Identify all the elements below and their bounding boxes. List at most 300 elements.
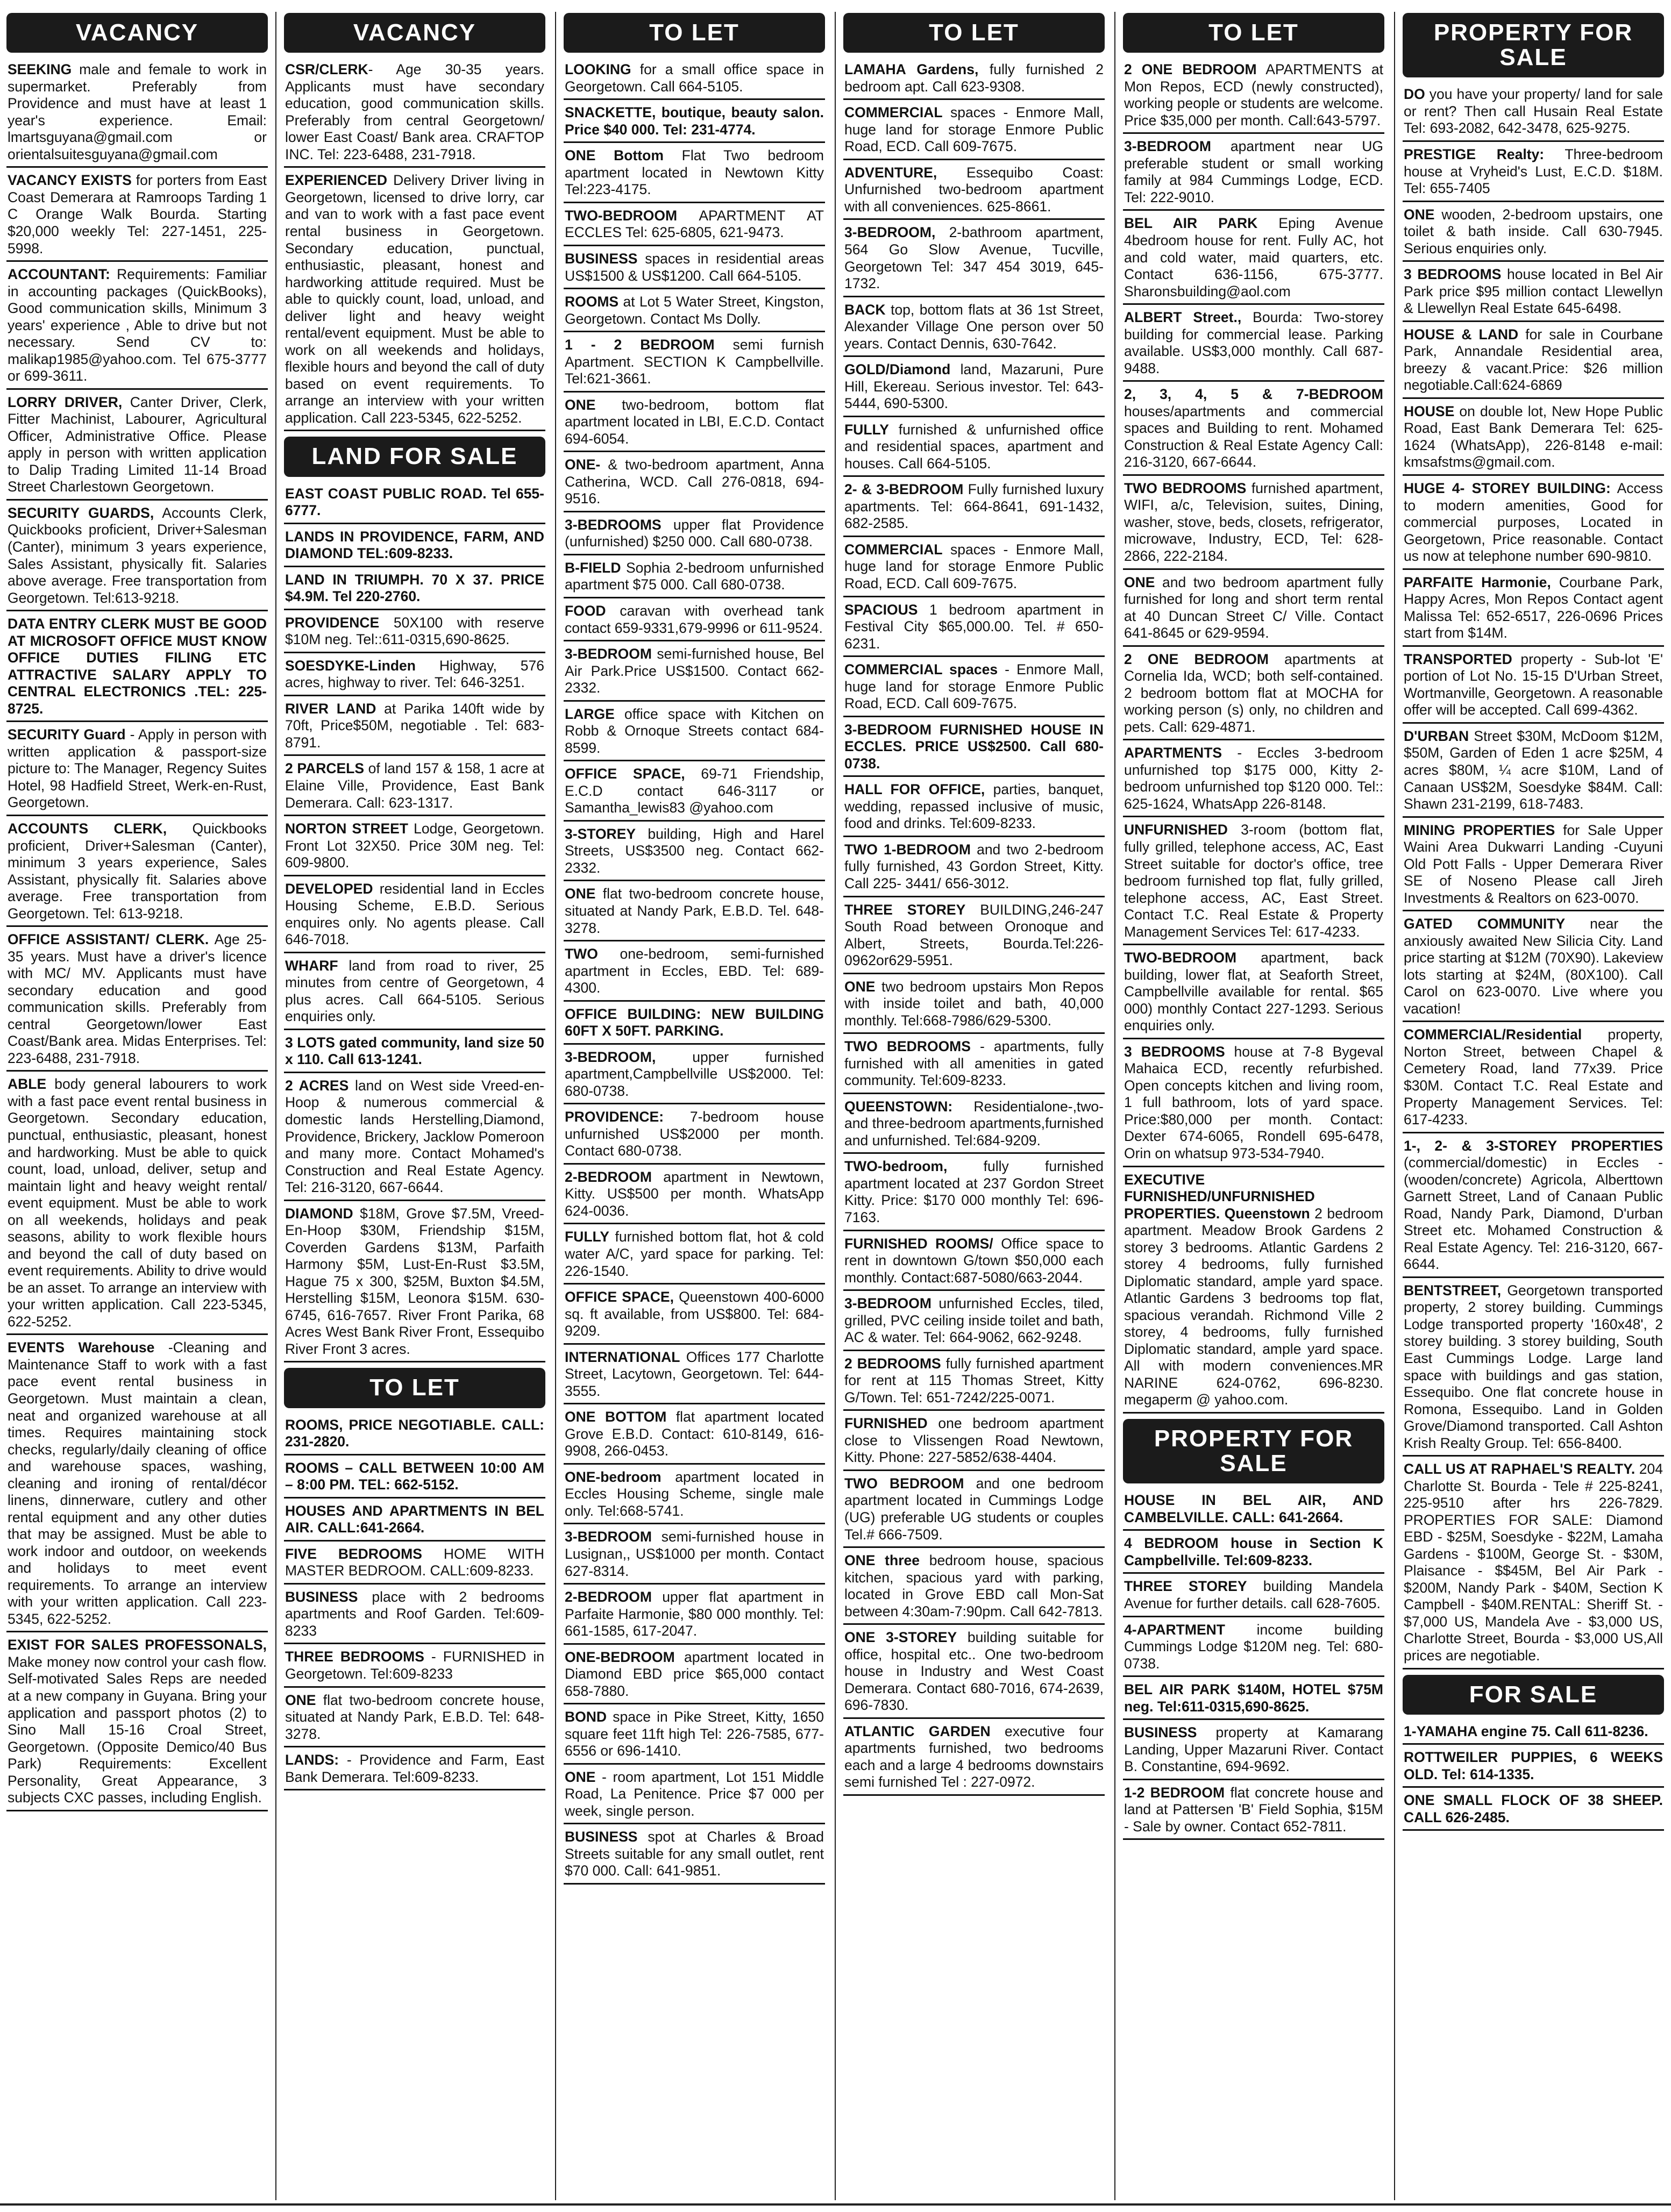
ad-text: of land 157 & 158, 1 acre at Elaine Ville, Providence, East Bank Demerara. Call: 623-1317. bbox=[285, 760, 544, 811]
ad-keyword: BOND bbox=[565, 1709, 607, 1725]
classified-ad bbox=[1123, 1679, 1384, 1720]
classified-ad bbox=[1403, 726, 1664, 818]
ad-keyword: 2, 3, 4, 5 & 7-BEDROOM bbox=[1124, 386, 1383, 403]
ad-keyword: ONE SMALL FLOCK OF 38 SHEEP. CALL 626-2485. bbox=[1404, 1792, 1663, 1825]
ad-text: parties, banquet, wedding, repassed inclusive of music, food and drinks. Tel:609-8233. bbox=[844, 781, 1104, 832]
ad-text: apartment near UG preferable student or small working family at 984 Cummings Lodge, ECD. Tel: 222-9010. bbox=[1124, 138, 1383, 205]
ad-keyword: FULLY bbox=[844, 421, 889, 438]
classified-ad bbox=[284, 1032, 545, 1073]
ad-keyword: COMMERCIAL spaces bbox=[844, 661, 998, 678]
ad-keyword: 3-BEDROOM FURNISHED HOUSE IN ECCLES. PRICE US$2500. Call 680-0738. bbox=[844, 721, 1104, 772]
ad-keyword: 3 LOTS gated community, land size 50 x 110. Call 613-1241. bbox=[285, 1034, 544, 1068]
ad-keyword: SEEKING bbox=[8, 61, 72, 78]
ad-text: 204 Charlotte St. Bourda - Tele # 225-8241, 225-9510 after hrs 226-7829. PROPERTIES FOR SALE: Diamond EBD - $25M, Soesdyke - $22M, Lamaha Gardens - $100M, George St. - $30M, Plaisance - $$45M, Bel Air Park - $200M, Nandy Park - $40M, Section K Campbell - $40M.RENTAL: Sheriff St. - $7,000 US, Mandela Ave - $3,000 US, Charlotte Street, Bourda - $3,000 US,All prices are negotiable. bbox=[1404, 1461, 1663, 1664]
ad-keyword: BEL AIR PARK bbox=[1124, 215, 1258, 232]
ad-text: house located in Bel Air Park price $95 million contact Llewellyn & Llewellyn Real Estate 645-6498. bbox=[1404, 266, 1663, 317]
ad-keyword: SOESDYKE-Linden bbox=[285, 657, 416, 674]
ad-keyword: PROVIDENCE: bbox=[565, 1109, 664, 1125]
column-divider bbox=[275, 12, 276, 2200]
section-header: PROPERTY FOR SALE bbox=[1403, 13, 1664, 77]
classified-ad bbox=[564, 601, 825, 641]
ad-text: Make money now control your cash flow. Self-motivated Sales Reps are needed at a new company in Guyana. Bring your application and passport photos (2) to Sino Mall 15-16 Croal Street, Georgetown. (Opposite Demico/40 Bus Park) Requirements: Excellent Personality, Great Appearance, 3 subjects CXC passes, including English. bbox=[8, 1653, 267, 1806]
classified-ad bbox=[284, 955, 545, 1030]
classified-ad bbox=[6, 613, 268, 722]
ad-text: income building Cummings Lodge $120M neg. Tel: 680-0738. bbox=[1124, 1621, 1383, 1672]
classified-ad bbox=[1403, 478, 1664, 570]
classified-ad bbox=[1123, 1490, 1384, 1531]
ad-keyword: TWO-BEDROOM bbox=[565, 207, 678, 224]
classified-ad bbox=[1403, 649, 1664, 724]
ad-keyword: ONE bbox=[844, 978, 876, 995]
ad-keyword: ALBERT Street., bbox=[1124, 309, 1242, 326]
classified-ad bbox=[1403, 324, 1664, 399]
ad-keyword: 4-APARTMENT bbox=[1124, 1621, 1225, 1638]
ad-keyword: ONE 3-STOREY bbox=[844, 1629, 957, 1646]
classified-ad bbox=[6, 1074, 268, 1335]
ad-text: Highway, 576 acres, highway to river. Tel: 646-3251. bbox=[285, 657, 544, 691]
classified-ad bbox=[6, 929, 268, 1072]
section-header: TO LET bbox=[1123, 13, 1384, 53]
ad-text: upper furnished apartment,Campbellville US$2000. Tel: 680-0738. bbox=[565, 1048, 824, 1099]
ad-text: 7-bedroom house unfurnished US$2000 per month. Contact 680-0738. bbox=[565, 1109, 824, 1159]
classified-ad bbox=[564, 1526, 825, 1585]
classified-ad bbox=[843, 839, 1105, 897]
ad-text: APARTMENTS at Mon Repos, ECD (newly constructed), working people or students are welcome. Price $35,000 per month. Call:643-5797. bbox=[1124, 61, 1383, 129]
ad-text: property at Kamarang Landing, Upper Mazaruni River. Contact B. Constantine, 694-9692. bbox=[1124, 1724, 1383, 1775]
ad-keyword: LANDS IN PROVIDENCE, FARM, AND DIAMOND TEL:609-8233. bbox=[285, 528, 544, 562]
ad-keyword: 2-BEDROOM bbox=[565, 1168, 652, 1185]
ad-keyword: ONE bbox=[285, 1692, 316, 1708]
classified-ad bbox=[843, 1096, 1105, 1154]
ad-keyword: ONE bbox=[565, 396, 596, 413]
ad-text: Requirements: Familiar in accounting packages (QuickBooks), Good communication skills, Minimum 3 years' experience , Able to drive but not necessary. Send CV to: malikap1985@yahoo.com. Tel 675-3777 or 699-3611. bbox=[8, 266, 267, 384]
ad-text: two-bedroom, bottom flat apartment located in LBI, E.C.D. Contact 694-6054. bbox=[565, 396, 824, 447]
classified-ad bbox=[564, 291, 825, 332]
classified-ad bbox=[284, 526, 545, 567]
ad-text: semi furnish Apartment. SECTION K Campbellville. Tel:621-3661. bbox=[565, 337, 824, 387]
ad-text: fully furnished apartment located at 237 Gordon Street Kitty. Price: $170 000 monthly Tel: 696-7163. bbox=[844, 1158, 1104, 1225]
ad-keyword: OFFICE ASSISTANT/ CLERK. bbox=[8, 931, 209, 948]
ad-keyword: DIAMOND bbox=[285, 1205, 353, 1222]
ad-keyword: 2 ACRES bbox=[285, 1077, 349, 1094]
classified-ad bbox=[284, 1458, 545, 1499]
ad-keyword: GOLD/Diamond bbox=[844, 361, 951, 378]
ad-text: 1 bedroom apartment in Festival City $65,000.00. Tel. # 650-6231. bbox=[844, 601, 1104, 652]
classified-ad bbox=[6, 1635, 268, 1811]
ad-keyword: HUGE 4- STOREY BUILDING: bbox=[1404, 480, 1611, 496]
ad-keyword: D'URBAN bbox=[1404, 727, 1469, 744]
classified-ad bbox=[1403, 820, 1664, 912]
ad-text: furnished & unfurnished office and residential spaces, apartment and houses. Call 664-5105. bbox=[844, 421, 1104, 472]
ad-keyword: 1-, 2- & 3-STOREY PROPERTIES bbox=[1404, 1137, 1663, 1154]
classified-ad bbox=[6, 503, 268, 611]
classified-ad bbox=[564, 1287, 825, 1345]
classified-ad bbox=[564, 1647, 825, 1705]
classified-ad bbox=[1403, 1136, 1664, 1278]
ad-keyword: ROOMS bbox=[565, 294, 619, 310]
ad-text: near the anxiously awaited New Silicia City. Land price starting at $12M (70X90). Lakeview lots starting at $24M, (80X100). Call Carol on 623-0070. Live where you vacation! bbox=[1404, 916, 1663, 1017]
ad-text: unfurnished Eccles, tiled, grilled, PVC ceiling inside toilet and bath, AC & water. Tel: 664-9062, 662-9248. bbox=[844, 1295, 1104, 1346]
classified-ad bbox=[1123, 1533, 1384, 1574]
ad-text: property - Sub-lot 'E' portion of Lot No. 15-15 D'Urban Street, Wortmanville, Georgetown. A reasonable offer will be accepted. Call 699-4362. bbox=[1404, 651, 1663, 718]
ad-keyword: LAND IN TRIUMPH. 70 X 37. PRICE $4.9M. Tel 220-2760. bbox=[285, 571, 544, 605]
ad-keyword: ROOMS – CALL BETWEEN 10:00 AM – 8:00 PM. TEL: 662-5152. bbox=[285, 1459, 544, 1493]
ad-keyword: HOUSES AND APARTMENTS IN BEL AIR. CALL:641-2664. bbox=[285, 1502, 544, 1536]
column-divider bbox=[835, 12, 836, 2200]
ad-keyword: 1 - 2 BEDROOM bbox=[565, 337, 715, 353]
ad-keyword: PROVIDENCE bbox=[285, 614, 380, 631]
classified-ad bbox=[564, 102, 825, 143]
ad-text: 2-bathroom apartment, 564 Go Slow Avenue, Tucville, Georgetown Tel: 347 454 3019, 645-1732. bbox=[844, 224, 1104, 292]
ad-keyword: 4 BEDROOM house in Section K Campbellville. Tel:609-8233. bbox=[1124, 1535, 1383, 1568]
section-header: VACANCY bbox=[284, 13, 545, 53]
ad-text: spaces - Enmore Mall, huge land for storage Enmore Public Road, ECD. Call 609-7675. bbox=[844, 104, 1104, 155]
ad-keyword: ABLE bbox=[8, 1076, 47, 1093]
classified-ad bbox=[284, 59, 545, 168]
section-header: PROPERTY FOR SALE bbox=[1123, 1419, 1384, 1483]
ad-keyword: 1-YAMAHA engine 75. Call 611-8236. bbox=[1404, 1723, 1648, 1739]
ad-text: for a small office space in Georgetown. Call 664-5105. bbox=[565, 61, 824, 95]
ad-text: space in Pike Street, Kitty, 1650 square feet 11ft high Tel: 226-7585, 677-6556 or 696-1410. bbox=[565, 1709, 824, 1759]
ad-text: HOME WITH MASTER BEDROOM. CALL:609-8233. bbox=[285, 1545, 544, 1579]
ad-text: - FURNISHED in Georgetown. Tel:609-8233 bbox=[285, 1649, 544, 1682]
classified-ad bbox=[564, 704, 825, 762]
ad-text: Bourda: Two-storey building for commercial lease. Parking available. US$3,000 monthly. Call 687-9488. bbox=[1124, 309, 1383, 376]
ad-text: $18M, Grove $7.5M, Vreed-En-Hoop $30M, Friendship $15M, Coverden Gardens $13M, Parfaith Harmony $5M, Lust-En-Rust $3.5M, Hague 75 x 300, $25M, Buxton $4.5M, Herstelling $15M, Leonora $15M. 630-6745, 616-7657. River Front Parika, 68 Acres West Bank River Front, Essequibo River Front 3 acres. bbox=[285, 1205, 544, 1357]
ad-keyword: COMMERCIAL bbox=[844, 104, 943, 121]
ad-text: and two bedroom apartment fully furnished for long and short term rental at 40 Duncan Street C/ Ville. Contact 641-8645 or 629-9594. bbox=[1124, 574, 1383, 641]
ad-keyword: BEL AIR PARK $140M, HOTEL $75M neg. Tel:611-0315,690-8625. bbox=[1124, 1681, 1383, 1715]
ad-keyword: 3-BEDROOM bbox=[565, 1529, 652, 1545]
ad-keyword: EXECUTIVE FURNISHED/UNFURNISHED PROPERTIES. Queenstown bbox=[1124, 1171, 1315, 1222]
classified-ad bbox=[843, 1353, 1105, 1411]
ad-text: office space with Kitchen on Robb & Ornoque Streets contact 684-8599. bbox=[565, 705, 824, 756]
ad-keyword: 2-BEDROOM bbox=[565, 1589, 652, 1606]
classified-ad bbox=[1123, 136, 1384, 211]
ad-text: Georgetown transported property, 2 storey building. Cummings Lodge transported property '160x48', 2 storey building. 3 storey building, South East Cummings Lodge. Large land space with buildings and gas station, Essequibo. One flat concrete house in Romona, Essequibo. Land in Golden Grove/Diamond transported. Call Ashton Krish Realty Group. Tel: 656-8400. bbox=[1404, 1282, 1663, 1451]
ad-keyword: HOUSE IN BEL AIR, AND CAMBELVILLE. CALL: 641-2664. bbox=[1124, 1492, 1383, 1525]
ad-keyword: DO bbox=[1404, 86, 1425, 103]
ad-keyword: LARGE bbox=[565, 705, 615, 722]
ad-text: Queenstown 400-6000 sq. ft available, from US$800. Tel: 684-9209. bbox=[565, 1289, 824, 1339]
classified-ad bbox=[843, 900, 1105, 974]
ad-text: APARTMENT AT ECCLES Tel: 625-6805, 621-9473. bbox=[565, 207, 824, 241]
ad-text: - Apply in person with written application & passport-size picture to: The Manager, Regency Suites Hotel, 98 Hadfield Street, Werk-en-Rust, Georgetown. bbox=[8, 726, 267, 811]
ad-keyword: 2 PARCELS bbox=[285, 760, 365, 777]
ad-text: - Age 30-35 years. Applicants must have secondary education, good communication skills. Preferably from central Georgetown/ lower East Coast/ Bank area. CRAFTOP INC. Tel: 223-6488, 231-7918. bbox=[285, 61, 544, 162]
classified-ad bbox=[843, 976, 1105, 1034]
classified-ad bbox=[843, 1721, 1105, 1796]
ad-text: spaces - Enmore Mall, huge land for storage Enmore Public Road, ECD. Call 609-7675. bbox=[844, 541, 1104, 591]
ad-keyword: 2 BEDROOMS bbox=[844, 1355, 941, 1372]
classified-ad bbox=[564, 1004, 825, 1045]
ad-text: - apartments, fully furnished with all amenities in gated community. Tel:609-8233. bbox=[844, 1038, 1104, 1089]
ad-text: apartment in Newtown, Kitty. US$500 per month. WhatsApp 624-0036. bbox=[565, 1168, 824, 1219]
ad-keyword: 3-BEDROOMS bbox=[565, 516, 662, 533]
classified-ad bbox=[564, 454, 825, 512]
ad-text: & two-bedroom apartment, Anna Catherina, WCD. Call 276-0818, 694-9516. bbox=[565, 456, 824, 507]
classified-ad bbox=[1123, 572, 1384, 647]
section-header: TO LET bbox=[284, 1368, 545, 1408]
classified-ad bbox=[6, 724, 268, 816]
classified-ad bbox=[564, 824, 825, 882]
ad-keyword: COMMERCIAL bbox=[844, 541, 943, 558]
ad-keyword: RIVER LAND bbox=[285, 700, 376, 717]
classified-ad bbox=[284, 655, 545, 696]
ad-text: land on West side Vreed-en-Hoop & numerous commercial & domestic lands Herstelling,Diamond, Providence, Brickery, Jacklow Pomeroon and many more. Contact Mohamed's Construction and Real Estate Agency. Tel: 216-3120, 667-6644. bbox=[285, 1077, 544, 1196]
classified-ad bbox=[284, 818, 545, 876]
ad-keyword: ONE- bbox=[565, 456, 601, 473]
ad-text: one bedroom apartment close to Vlissengen Road Newtown, Kitty. Phone: 227-5852/638-4404. bbox=[844, 1415, 1104, 1466]
ad-text: furnished apartment, WIFI, a/c, Television, suites, Dining, washer, stove, beds, closets, refrigerator, microwave, Industry, ECD, Tel: 628-2866, 222-2184. bbox=[1124, 480, 1383, 564]
classified-ad bbox=[843, 719, 1105, 777]
classified-ad bbox=[843, 600, 1105, 658]
classified-ad bbox=[564, 1347, 825, 1405]
classified-ad bbox=[1123, 1619, 1384, 1678]
ad-text: 3-room (bottom flat, fully grilled, telephone access, AC, East Street suitable for doctor's office, tree bedroom furnished top flat, fully grilled, telephone access, AC, East Street. Contact T.C. Real Estate & Property Management Services Tel: 617-4233. bbox=[1124, 822, 1383, 940]
ad-text: flat two-bedroom concrete house, situated at Nandy Park, E.B.D. Tel. 648-3278. bbox=[565, 886, 824, 936]
ad-keyword: ONE bbox=[565, 1768, 596, 1785]
ad-text: flat apartment located Grove E.B.D. Contact: 610-8149, 616-9908, 266-0453. bbox=[565, 1409, 824, 1459]
classified-ad bbox=[1123, 213, 1384, 305]
ad-keyword: LAMAHA Gardens, bbox=[844, 61, 979, 78]
ad-text: flat concrete house and land at Pattersen 'B' Field Sophia, $15M - Sale by owner. Contact 652-7811. bbox=[1124, 1784, 1383, 1835]
classified-ad bbox=[284, 612, 545, 653]
classified-ad bbox=[284, 569, 545, 610]
classified-ad bbox=[843, 1627, 1105, 1719]
ad-text: two bedroom upstairs Mon Repos with inside toilet and bath, 40,000 monthly. Tel:668-7986/629-5300. bbox=[844, 978, 1104, 1029]
ad-keyword: ACCOUNTANT: bbox=[8, 266, 110, 283]
ad-text: and one bedroom apartment located in Cummings Lodge (UG) preferable UG students or couples Tel.# 666-7509. bbox=[844, 1475, 1104, 1543]
ad-text: furnished bottom flat, hot & cold water A/C, yard space for parking. Tel: 226-1540. bbox=[565, 1229, 824, 1279]
classified-ad bbox=[1123, 384, 1384, 476]
ad-text: building suitable for office, hospital etc.. One two-bedroom house in Industry and West Coast Demerara. Contact 680-7016, 674-2639, 696-7830. bbox=[844, 1629, 1104, 1714]
ad-keyword: EVENTS Warehouse bbox=[8, 1339, 155, 1356]
ad-text: 50X100 with reserve $10M neg. Tel::611-0315,690-8625. bbox=[285, 614, 544, 648]
ad-keyword: TWO-BEDROOM bbox=[1124, 950, 1237, 966]
classified-ad bbox=[564, 883, 825, 941]
ad-text: for porters from East Coast Demerara at Ramroops Tarding 1 C Orange Walk Bourda. Starting $20,000 weekly Tel: 227-1451, 225-5998. bbox=[8, 172, 267, 256]
ad-text: - Eccles 3-bedroom unfurnished top $175 000, Kitty 2-bedroom unfurnished top $120 000. Tel:: 625-1624, WhatsApp 226-8148. bbox=[1124, 745, 1383, 812]
ad-keyword: PARFAITE Harmonie, bbox=[1404, 574, 1551, 590]
classified-ad bbox=[1403, 914, 1664, 1022]
classified-ad bbox=[1123, 1576, 1384, 1617]
ad-keyword: BUSINESS bbox=[285, 1588, 358, 1605]
ad-keyword: CSR/CLERK bbox=[285, 61, 368, 78]
ad-keyword: LOOKING bbox=[565, 61, 631, 78]
classified-ad bbox=[1403, 204, 1664, 262]
classified-ad bbox=[843, 1550, 1105, 1625]
ad-text: apartment located in Eccles Housing Scheme, single male only. Tel:668-5741. bbox=[565, 1468, 824, 1519]
classified-ad bbox=[564, 1167, 825, 1225]
ad-keyword: VACANCY EXISTS bbox=[8, 172, 132, 189]
ad-text: for Sale Upper Waini Area Dukwarri Landing -Cuyuni Old Pott Falls - Upper Demerara River SE of Noseno Please call Jireh Investments & Realtors on 623-0070. bbox=[1404, 822, 1663, 906]
classified-ad bbox=[1123, 59, 1384, 134]
classified-ad bbox=[843, 1156, 1105, 1231]
ad-text: for sale in Courbane Park, Annandale Residential area, breezy & vacant.Price: $26 million negotiable.Call:624-6869 bbox=[1404, 326, 1663, 394]
column-2 bbox=[284, 12, 545, 2200]
ad-text: (commercial/domestic) in Eccles - (wooden/concrete) Agricola, Alberttown Garnett Street, Land of Canaan Public Road, Nandy Park, Diamond, D'urban Street etc. Mohamed Construction & Real Estate Agency. Tel: 216-3120, 667-6644. bbox=[1404, 1154, 1663, 1273]
classified-ad bbox=[564, 1826, 825, 1885]
classified-ad bbox=[1123, 1782, 1384, 1840]
classified-ad bbox=[1403, 1024, 1664, 1133]
column-3 bbox=[564, 12, 825, 2200]
classified-ad bbox=[1123, 307, 1384, 382]
ad-keyword: TWO 1-BEDROOM bbox=[844, 841, 971, 858]
ad-keyword: QUEENSTOWN: bbox=[844, 1098, 953, 1115]
ad-text: Age 25-35 years. Must have a driver's licence with MC/ MV. Applicants must have secondary education and good communication skills. Preferably from central Georgetown/lower East Coast/Bank area. Midas Enterprises. Tel: 223-6488, 231-7918. bbox=[8, 931, 267, 1066]
section-header: TO LET bbox=[843, 13, 1105, 53]
ad-text: Access to modern amenities, Good for commercial purposes, Located in Georgetown, Price reasonable. Contact us now at telephone number 690-9810. bbox=[1404, 480, 1663, 565]
ad-text: - Enmore Mall, huge land for storage Enmore Public Road, ECD. Call 609-7675. bbox=[844, 661, 1104, 712]
ad-text: Sophia 2-bedroom unfurnished apartment $75 000. Call 680-0738. bbox=[565, 559, 824, 593]
classified-ad bbox=[1123, 1041, 1384, 1167]
ad-keyword: FOOD bbox=[565, 603, 606, 619]
ad-keyword: 3-STOREY bbox=[565, 825, 636, 842]
ad-keyword: ADVENTURE, bbox=[844, 164, 937, 181]
ad-keyword: 3 BEDROOMS bbox=[1404, 266, 1502, 283]
ad-text: at Lot 5 Water Street, Kingston, Georgetown. Contact Ms Dolly. bbox=[565, 294, 824, 327]
ad-keyword: LANDS: bbox=[285, 1752, 339, 1768]
ad-keyword: CALL US AT RAPHAEL'S REALTY. bbox=[1404, 1461, 1636, 1478]
ad-text: land, Mazaruni, Pure Hill, Ekereau. Serious investor. Tel: 643-5444, 690-5300. bbox=[844, 361, 1104, 412]
classified-ad bbox=[564, 515, 825, 555]
ad-keyword: ONE bbox=[565, 886, 596, 902]
classified-ad bbox=[564, 944, 825, 1002]
ad-text: houses/apartments and commercial spaces and Building to rent. Mohamed Construction & Real Estate Agency Call: 216-3120, 667-6644. bbox=[1124, 403, 1383, 470]
classified-ad bbox=[284, 879, 545, 953]
ad-keyword: ONE BOTTOM bbox=[565, 1409, 667, 1425]
ad-keyword: 1-2 BEDROOM bbox=[1124, 1784, 1225, 1801]
ad-keyword: WHARF bbox=[285, 957, 338, 974]
ad-text: Residentialone-,two-and three-bedroom apartments,furnished and unfurnished. Tel:684-9209. bbox=[844, 1098, 1104, 1148]
ad-keyword: ATLANTIC GARDEN bbox=[844, 1723, 991, 1739]
ad-keyword: FIVE BEDROOMS bbox=[285, 1545, 422, 1562]
classified-ad bbox=[1403, 401, 1664, 476]
classified-ad bbox=[1403, 1790, 1664, 1831]
classified-ad bbox=[284, 1544, 545, 1585]
ad-keyword: COMMERCIAL/Residential bbox=[1404, 1026, 1582, 1043]
ad-text: Accounts Clerk, Quickbooks proficient, Driver+Salesman (Canter), minimum 3 years experience, Sales Assistant, physically fit. Salaries above average. Free transportation from Georgetown. Tel:613-9218. bbox=[8, 504, 267, 606]
ad-text: apartment located in Diamond EBD price $65,000 contact 658-7880. bbox=[565, 1649, 824, 1699]
classified-ad bbox=[1403, 84, 1664, 142]
ad-text: wooden, 2-bedroom upstairs, one toilet & bath inside. Call 630-7945. Serious enquiries only. bbox=[1404, 206, 1663, 256]
ad-text: Offices 177 Charlotte Street, Lacytown, Georgetown. Tel: 644-3555. bbox=[565, 1348, 824, 1399]
ad-text: 69-71 Friendship, E.C.D contact 646-3117 or Samantha_lewis83 @yahoo.com bbox=[565, 766, 824, 816]
column-divider bbox=[555, 12, 556, 2200]
ad-text: property, Norton Street, between Chapel & Cemetery Road, land 77x39. Price $30M. Contact T.C. Real Estate and Property Management Services. Tel: 617-4233. bbox=[1404, 1026, 1663, 1128]
classified-ad bbox=[284, 1501, 545, 1542]
ad-keyword: TWO-bedroom, bbox=[844, 1158, 948, 1175]
ad-text: you have your property/ land for sale or rent? Then call Husain Real Estate Tel: 693-2082, 642-3478, 625-9275. bbox=[1404, 86, 1663, 137]
classified-ad bbox=[564, 558, 825, 598]
ad-text: spaces in residential areas US$1500 & US$1200. Call 664-5105. bbox=[565, 250, 824, 284]
ad-text: on double lot, New Hope Public Road, East Bank Demerara Tel: 625-1624 (WhatsApp), 226-8148 e-mail: kmsafstms@gmail.com. bbox=[1404, 403, 1663, 470]
ad-text: semi-furnished house, Bel Air Park.Price US$1500. Contact 662-2332. bbox=[565, 646, 824, 696]
classified-ad bbox=[284, 698, 545, 757]
classified-ad bbox=[564, 644, 825, 702]
ad-text: fully furnished apartment for rent at 115 Thomas Street, Kitty G/Town. Tel: 651-7242/225-0071. bbox=[844, 1355, 1104, 1405]
ad-text: fully furnished 2 bedroom apt. Call 623-9308. bbox=[844, 61, 1104, 95]
ad-text: upper flat Providence (unfurnished) $250 000. Call 680-0738. bbox=[565, 516, 824, 550]
ad-keyword: BUSINESS bbox=[1124, 1724, 1197, 1741]
ad-text: upper flat apartment in Parfaite Harmonie, $80 000 monthly. Tel: 661-1585, 617-2047. bbox=[565, 1589, 824, 1639]
ad-text: Courbane Park, Happy Acres, Mon Repos Contact agent Malissa Tel: 652-6517, 226-0696 Prices start from $14M. bbox=[1404, 574, 1663, 641]
column-divider bbox=[1114, 12, 1115, 2200]
classified-ad bbox=[843, 1413, 1105, 1471]
ad-keyword: EAST COAST PUBLIC ROAD. Tel 655-6777. bbox=[285, 485, 544, 519]
section-header: TO LET bbox=[564, 13, 825, 53]
column-5 bbox=[1123, 12, 1384, 2200]
classified-ad bbox=[6, 59, 268, 168]
ad-keyword: BUSINESS bbox=[565, 1829, 638, 1845]
classified-ad bbox=[564, 334, 825, 393]
classified-ad bbox=[284, 483, 545, 524]
ad-text: building Mandela Avenue for further details. call 628-7605. bbox=[1124, 1578, 1383, 1611]
classified-ad bbox=[564, 1467, 825, 1525]
ad-keyword: ONE-BEDROOM bbox=[565, 1649, 675, 1665]
ad-keyword: ROTTWEILER PUPPIES, 6 WEEKS OLD. Tel: 614-1335. bbox=[1404, 1749, 1663, 1782]
classified-ad bbox=[843, 779, 1105, 837]
ad-text: Eping Avenue 4bedroom house for rent. Fully AC, hot and cold water, maid quarters, etc. Contact 636-1156, 675-3777. Sharonsbuilding@aol.com bbox=[1124, 215, 1383, 299]
ad-keyword: FURNISHED ROOMS/ bbox=[844, 1235, 993, 1252]
classified-ad bbox=[284, 1646, 545, 1687]
classified-ad bbox=[843, 59, 1105, 100]
classified-ad bbox=[564, 1407, 825, 1465]
classified-ad bbox=[1403, 1459, 1664, 1669]
classified-ad bbox=[843, 1293, 1105, 1351]
classified-ad bbox=[843, 1036, 1105, 1094]
classified-ad bbox=[843, 359, 1105, 417]
ad-text: flat two-bedroom concrete house, situated at Nandy Park, E.B.D. Tel: 648-3278. bbox=[285, 1692, 544, 1742]
ad-text: male and female to work in supermarket. Preferably from Providence and must have at least 1 year's experience. Email: lmartsguyana@gmail.com or orientalsuitesguyana@gmail.com bbox=[8, 61, 267, 162]
classified-ad bbox=[1403, 1280, 1664, 1457]
ad-keyword: TWO bbox=[565, 946, 598, 962]
column-divider bbox=[1394, 12, 1395, 2200]
ad-text: and two 2-bedroom fully furnished, 43 Gordon Street, Kitty. Call 225- 3441/ 656-3012. bbox=[844, 841, 1104, 891]
ad-text: residential land in Eccles Housing Scheme, E.B.D. Serious enquires only. No agents please. Call 646-7018. bbox=[285, 880, 544, 948]
ad-keyword: 3 BEDROOMS bbox=[1124, 1043, 1225, 1060]
ad-text: at Parika 140ft wide by 70ft, Price$50M, negotiable . Tel: 683-8791. bbox=[285, 700, 544, 751]
ad-keyword: FULLY bbox=[565, 1229, 609, 1245]
ad-keyword: TWO BEDROOM bbox=[844, 1475, 964, 1492]
classified-ad bbox=[1123, 1169, 1384, 1414]
ad-keyword: EXIST FOR SALES PROFESSONALS, bbox=[8, 1637, 267, 1653]
ad-keyword: 3-BEDROOM, bbox=[844, 224, 936, 241]
section-header: LAND FOR SALE bbox=[284, 437, 545, 476]
classified-ad bbox=[1123, 1722, 1384, 1780]
ad-text: - Providence and Farm, East Bank Demerara. Tel:609-8233. bbox=[285, 1752, 544, 1785]
classified-ad bbox=[564, 248, 825, 289]
ad-keyword: NORTON STREET bbox=[285, 820, 408, 837]
classified-ad bbox=[843, 1233, 1105, 1291]
ad-keyword: SNACKETTE, boutique, beauty salon. Price $40 000. Tel: 231-4774. bbox=[565, 104, 824, 138]
ad-keyword: 3-BEDROOM bbox=[565, 646, 652, 662]
ad-text: caravan with overhead tank contact 659-9331,679-9996 or 611-9524. bbox=[565, 603, 824, 636]
classified-ad bbox=[1403, 1721, 1664, 1745]
section-header: FOR SALE bbox=[1403, 1675, 1664, 1715]
classified-ad bbox=[1403, 144, 1664, 202]
classified-ad bbox=[1403, 572, 1664, 647]
classified-ad bbox=[564, 145, 825, 203]
ad-keyword: ONE-bedroom bbox=[565, 1468, 662, 1485]
ad-keyword: PRESTIGE Realty: bbox=[1404, 146, 1545, 162]
classified-ad bbox=[6, 264, 268, 390]
classified-ad bbox=[564, 1047, 825, 1105]
ad-text: land from road to river, 25 minutes from centre of Georgetown, 4 plus acres. Call 664-5105. Serious enquiries only. bbox=[285, 957, 544, 1025]
ad-text: executive four apartments furnished, two bedrooms each and a large 4 bedrooms downstairs semi furnished Tel : 227-0972. bbox=[844, 1723, 1104, 1790]
ad-keyword: INTERNATIONAL bbox=[565, 1348, 680, 1365]
